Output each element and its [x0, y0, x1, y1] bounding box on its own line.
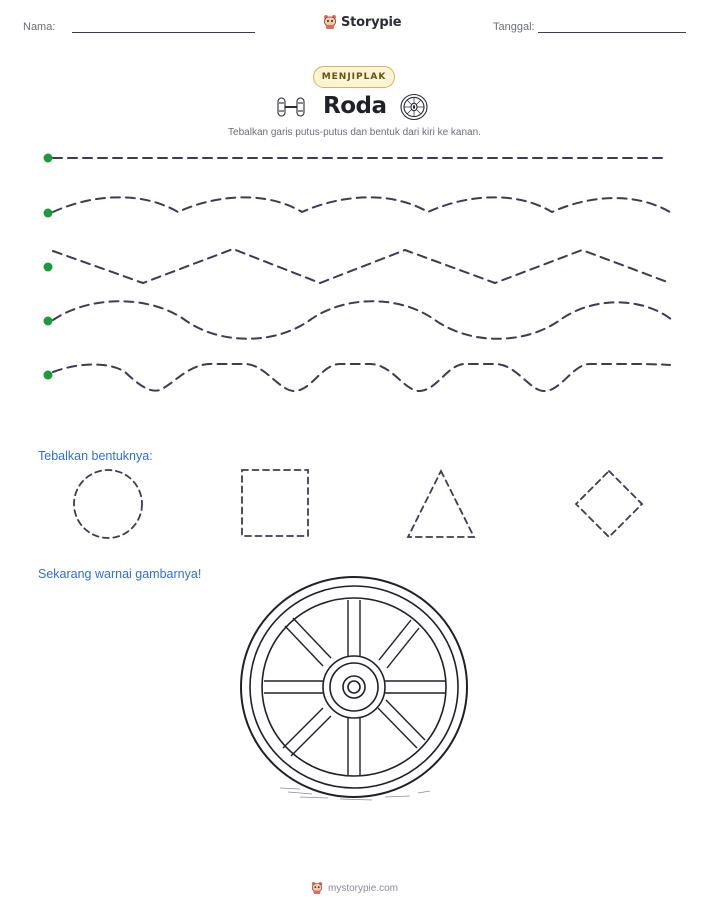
footer	[0, 881, 709, 895]
wheel-icon	[399, 93, 429, 121]
start-dot-1	[44, 154, 53, 163]
page-title: Roda	[323, 93, 387, 119]
start-dot-2	[44, 209, 53, 218]
trace-square[interactable]	[242, 470, 308, 536]
name-label: Nama:	[23, 21, 56, 33]
instruction-text: Tebalkan garis putus-putus dan bentuk dari kiri ke kanan.	[228, 127, 481, 138]
section-color-title: Sekarang warnai gambarnya!	[38, 567, 202, 581]
footer-url[interactable]: mystorypie.com	[327, 882, 398, 894]
date-label: Tanggal:	[493, 21, 535, 33]
trace-diamond[interactable]	[576, 471, 642, 537]
axle-icon	[277, 96, 305, 118]
trace-line-wave-3[interactable]	[53, 364, 670, 391]
activity-badge: MENJIPLAK	[313, 66, 395, 88]
section-shapes-title: Tebalkan bentuknya:	[38, 449, 153, 463]
wheel-coloring-picture[interactable]	[230, 570, 480, 810]
name-line[interactable]	[72, 32, 255, 33]
date-line[interactable]	[538, 32, 686, 33]
trace-line-zigzag[interactable]	[53, 249, 670, 283]
tracing-shapes	[0, 460, 709, 550]
start-dot-4	[44, 317, 53, 326]
storypie-mascot-icon	[323, 14, 337, 30]
brand-name: Storypie	[341, 14, 402, 30]
start-dot-3	[44, 263, 53, 272]
trace-circle[interactable]	[74, 470, 142, 538]
trace-triangle[interactable]	[408, 471, 474, 537]
start-dot-5	[44, 371, 53, 380]
brand-logo	[323, 14, 401, 30]
trace-line-wave-2[interactable]	[53, 301, 672, 339]
tracing-lines	[0, 140, 709, 400]
trace-line-wave-1[interactable]	[53, 197, 670, 212]
storypie-mascot-icon	[311, 881, 323, 895]
